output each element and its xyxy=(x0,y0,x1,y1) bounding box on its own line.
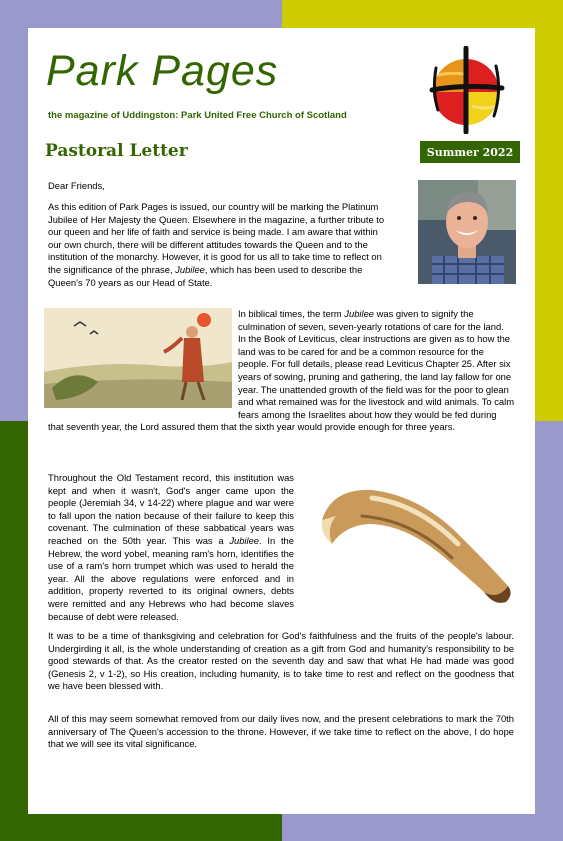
minister-portrait xyxy=(418,180,516,284)
p3-jubilee: Jubilee xyxy=(229,534,260,546)
letter-paragraph-3 xyxy=(48,472,514,623)
p1-text-a: As this edition of Park Pages is issued, our country will be marking the Platinum Jubilee of Her Majesty the Queen. Elsewhere in the magazine, a further tribute to our queen and her life of faith and service is being made. I am aware that within our own church, there will be different attitudes towards the Queen and to the institution of the monarchy. However, it is good for us all to take time to reflect on the significance of the phrase, xyxy=(48,201,385,275)
p3-text-a: Throughout the Old Testament record, this institution was kept and when it wasn't, God's anger came upon the people (Jeremiah 34, v 14-22) where plague and war were to fall upon the nation because of their failure to keep this covenant. The culmination of these sabbatical years was reached on the 50th year. This was a xyxy=(48,472,294,546)
masthead-title: Park Pages xyxy=(46,47,279,95)
p3-text-b: . In the Hebrew, the word yobel, meaning ram's horn, identifies the use of a ram's horn trumpet which was used to herald the year. All the above regulations were enforced and in addition, property reverted to its original owners, debts were remitted and any Hebrews who had become slaves because of debt were released. xyxy=(48,534,294,622)
letter-paragraph-4: It was to be a time of thanksgiving and celebration for God's faithfulness and the fruits of the people's labour. Undergirding it all, is the whole understanding of creation as a gift from God and humanity's responsibility to be good stewards of that. As the creator rested on the seventh day and saw that what He had made was good (Genesis 2, v 1-2), so His creation, including humanity, is to take time to rest and reflect on the goodness that we have been blessed with. xyxy=(48,630,514,692)
letter-paragraph-5: All of this may seem somewhat removed from our daily lives now, and the present celebrations to mark the 70th anniversary of The Queen's accession to the throne. However, if we take time to reflect on the above, I do hope that we will see its vital significance. xyxy=(48,713,514,750)
masthead-subtitle: the magazine of Uddingston: Park United Free Church of Scotland xyxy=(48,110,347,121)
issue-badge: Summer 2022 xyxy=(420,141,520,163)
p2-text-a: In biblical times, the term xyxy=(238,308,345,319)
letter-paragraph-1 xyxy=(48,201,393,289)
p2-jubilee: Jubilee xyxy=(344,308,375,319)
rams-horn-shofar xyxy=(302,468,520,623)
letter-paragraph-2 xyxy=(48,308,514,434)
section-title: Pastoral Letter xyxy=(45,141,188,161)
letter-greeting: Dear Friends, xyxy=(48,180,105,191)
p1-jubilee: Jubilee xyxy=(175,263,205,275)
church-cross-logo-icon xyxy=(426,46,506,134)
p1-text-b: , which has been used to describe the Queen's 70 years as our Head of State. xyxy=(48,263,363,288)
magazine-page xyxy=(28,28,535,814)
sower-illustration xyxy=(44,308,232,408)
p2-text-b: was given to signify the culmination of seven, seven-yearly rotations of care for the land. In the Book of Leviticus, clear instructions are given as to how the land was to be cared for and be a common resource for the people. For full details, please read Leviticus Chapter 25. After six years of sowing, pruning and gathering, the land lay fallow for one year. The unattended growth of the field was for the poor to glean and what remained was for the livestock and wild animals. To calm fears among the Israelites about how they would be fed during that seventh year, the Lord assured them that the sixth year would provide enough for three years. xyxy=(48,308,514,433)
